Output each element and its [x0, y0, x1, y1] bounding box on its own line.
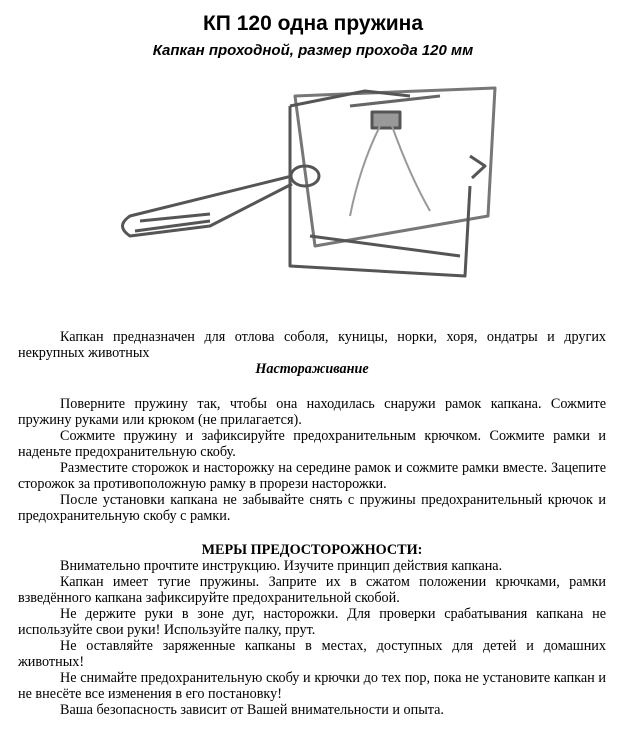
setup-heading: Настораживание — [255, 361, 369, 377]
setup-paragraph: Разместите сторожок и насторожку на середине рамок и сожмите рамки вместе. Зацепите сторожок за противоположную рамку в прорези насторожки. — [18, 460, 606, 492]
page-title: КП 120 одна пружина — [202, 12, 424, 35]
safety-section — [18, 542, 606, 718]
setup-paragraph: Сожмите пружину и зафиксируйте предохранительным крючком. Сожмите рамки и наденьте предохранительную скобу. — [18, 428, 606, 460]
setup-paragraph: После установки капкана не забывайте снять с пружины предохранительный крючок и предохранительную скобу с рамки. — [18, 492, 606, 524]
safety-paragraph: Капкан имеет тугие пружины. Заприте их в сжатом положении крючками, рамки взведённого капкана зафиксируйте предохранительной скобой. — [18, 574, 606, 606]
setup-section — [18, 396, 606, 524]
intro-section — [18, 329, 606, 377]
safety-paragraph: Ваша безопасность зависит от Вашей внимательности и опыта. — [60, 702, 444, 718]
intro-paragraph: Капкан предназначен для отлова соболя, куницы, норки, хоря, ондатры и других некрупных животных — [18, 329, 606, 361]
page-subtitle: Капкан проходной, размер прохода 120 мм — [152, 42, 474, 59]
safety-heading: МЕРЫ ПРЕДОСТОРОЖНОСТИ: — [201, 542, 423, 558]
safety-paragraph: Не держите руки в зоне дуг, насторожки. Для проверки срабатывания капкана не используйте свои руки! Используйте палку, прут. — [18, 606, 606, 638]
trap-illustration — [110, 66, 510, 286]
safety-paragraph: Внимательно прочтите инструкцию. Изучите принцип действия капкана. — [60, 558, 503, 574]
safety-paragraph: Не снимайте предохранительную скобу и крючки до тех пор, пока не установите капкан и не внесёте все изменения в его постановку! — [18, 670, 606, 702]
safety-paragraph: Не оставляйте заряженные капканы в местах, доступных для детей и домашних животных! — [18, 638, 606, 670]
setup-paragraph: Поверните пружину так, чтобы она находилась снаружи рамок капкана. Сожмите пружину руками или крюком (не прилагается). — [18, 396, 606, 428]
